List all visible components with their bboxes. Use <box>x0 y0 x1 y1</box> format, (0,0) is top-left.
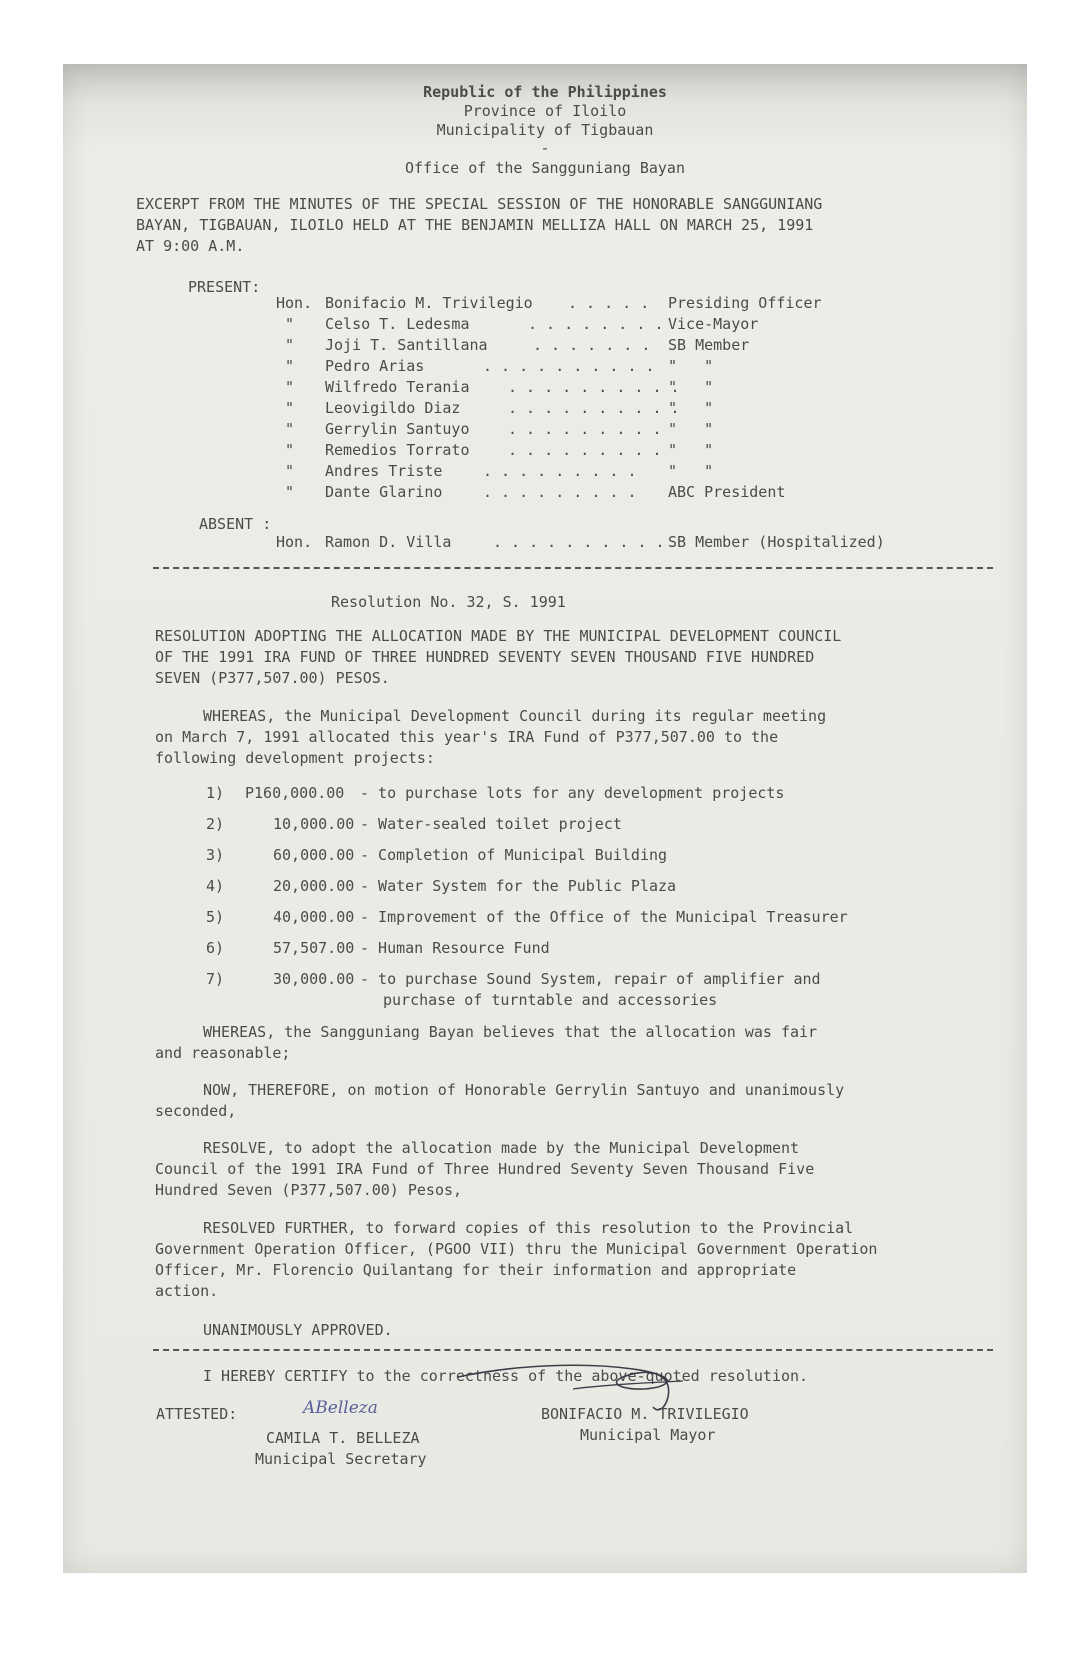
leader-dots: . . . . . . . . . <box>483 462 637 480</box>
resolved-further-line-2: Government Operation Officer, (PGOO VII) thru the Municipal Government Operation <box>155 1240 878 1258</box>
whereas-2-line-1: WHEREAS, the Sangguniang Bayan believes that the allocation was fair <box>203 1023 818 1041</box>
resolve-line-2: Council of the 1991 IRA Fund of Three Hundred Seventy Seven Thousand Five <box>155 1160 815 1178</box>
whereas-2-line-2: and reasonable; <box>155 1044 291 1062</box>
attendee-prefix: " <box>285 462 295 480</box>
leader-dots: . . . . . . . . . . <box>508 378 680 396</box>
leader-dots: . . . . . . . . . <box>508 441 662 459</box>
attendee-prefix: " <box>285 420 295 438</box>
secretary-name: CAMILA T. BELLEZA <box>266 1429 420 1447</box>
attendee-role: Presiding Officer <box>668 294 822 312</box>
attendee-prefix: " <box>285 336 295 354</box>
header-dash: - <box>540 139 550 157</box>
republic-line: Republic of the Philippines <box>423 83 667 101</box>
mayor-title: Municipal Mayor <box>580 1426 716 1444</box>
item-amount: 30,000.00 <box>273 970 355 988</box>
attendee-name: Dante Glarino <box>325 483 443 501</box>
leader-dots: . . . . . . . . . <box>483 483 637 501</box>
leader-dots: . . . . . . . . . <box>508 420 662 438</box>
resolved-further-line-1: RESOLVED FURTHER, to forward copies of this resolution to the Provincial <box>203 1219 854 1237</box>
leader-dots: . . . . . . . <box>533 336 651 354</box>
attendee-role: " " <box>668 462 714 480</box>
resolution-title-3: SEVEN (P377,507.00) PESOS. <box>155 669 390 687</box>
item-number: 7) <box>206 970 225 988</box>
attendee-prefix: " <box>285 399 295 417</box>
item-number: 6) <box>206 939 225 957</box>
item-amount: P160,000.00 <box>245 784 345 802</box>
item-amount: 40,000.00 <box>273 908 355 926</box>
attendee-name: Gerrylin Santuyo <box>325 420 470 438</box>
absent-label: ABSENT : <box>199 515 272 533</box>
item-description: - Completion of Municipal Building <box>360 846 668 864</box>
document-page <box>63 64 1027 1573</box>
item-amount: 60,000.00 <box>273 846 355 864</box>
excerpt-line-1: EXCERPT FROM THE MINUTES OF THE SPECIAL SESSION OF THE HONORABLE SANGGUNIANG <box>136 195 823 213</box>
attendee-prefix: " <box>285 315 295 333</box>
item-number: 4) <box>206 877 225 895</box>
whereas-1-line-2: on March 7, 1991 allocated this year's IRA Fund of P377,507.00 to the <box>155 728 779 746</box>
item-description: - to purchase lots for any development projects <box>360 784 785 802</box>
item-amount: 20,000.00 <box>273 877 355 895</box>
attendee-name: Pedro Arias <box>325 357 425 375</box>
attendee-role: " " <box>668 357 714 375</box>
excerpt-line-3: AT 9:00 A.M. <box>136 237 245 255</box>
resolution-title-2: OF THE 1991 IRA FUND OF THREE HUNDRED SEVENTY SEVEN THOUSAND FIVE HUNDRED <box>155 648 815 666</box>
attendee-role: " " <box>668 420 714 438</box>
present-label: PRESENT: <box>188 278 261 296</box>
attendee-name: Joji T. Santillana <box>325 336 488 354</box>
item-description: - Water-sealed toilet project <box>360 815 622 833</box>
attendee-name: Wilfredo Terania <box>325 378 470 396</box>
now-therefore-line-1: NOW, THEREFORE, on motion of Honorable Gerrylin Santuyo and unanimously <box>203 1081 845 1099</box>
attendee-prefix: " <box>285 441 295 459</box>
attendee-name: Bonifacio M. Trivilegio <box>325 294 533 312</box>
item-number: 3) <box>206 846 225 864</box>
resolve-line-3: Hundred Seven (P377,507.00) Pesos, <box>155 1181 463 1199</box>
certification-statement: I HEREBY CERTIFY to the correctness of the above-quoted resolution. <box>203 1367 809 1385</box>
attendee-prefix: Hon. <box>276 294 313 312</box>
absent-name: Ramon D. Villa <box>325 533 452 551</box>
excerpt-line-2: BAYAN, TIGBAUAN, ILOILO HELD AT THE BENJAMIN MELLIZA HALL ON MARCH 25, 1991 <box>136 216 814 234</box>
office-line: Office of the Sangguniang Bayan <box>405 159 685 177</box>
item-description-continued: purchase of turntable and accessories <box>383 991 718 1009</box>
attendee-name: Celso T. Ledesma <box>325 315 470 333</box>
leader-dots: . . . . . . . . . . <box>493 533 665 551</box>
resolved-further-line-3: Officer, Mr. Florencio Quilantang for their information and appropriate <box>155 1261 797 1279</box>
attendee-role: " " <box>668 378 714 396</box>
absent-role: SB Member (Hospitalized) <box>668 533 885 551</box>
leader-dots: . . . . . . . . . . <box>508 399 680 417</box>
attendee-role: SB Member <box>668 336 750 354</box>
leader-dots: . . . . . . . . <box>528 315 664 333</box>
leader-dots: . . . . . <box>568 294 650 312</box>
attendee-role: Vice-Mayor <box>668 315 759 333</box>
secretary-signature: ABelleza <box>303 1398 378 1418</box>
item-number: 1) <box>206 784 225 802</box>
whereas-1-line-1: WHEREAS, the Municipal Development Council during its regular meeting <box>203 707 827 725</box>
secretary-title: Municipal Secretary <box>255 1450 427 1468</box>
item-description: - to purchase Sound System, repair of amplifier and <box>360 970 821 988</box>
attendee-name: Remedios Torrato <box>325 441 470 459</box>
attendee-role: " " <box>668 441 714 459</box>
attendee-role: ABC President <box>668 483 786 501</box>
attendee-prefix: " <box>285 357 295 375</box>
unanimously-approved: UNANIMOUSLY APPROVED. <box>203 1321 393 1339</box>
item-amount: 57,507.00 <box>273 939 355 957</box>
attendee-name: Leovigildo Diaz <box>325 399 461 417</box>
attendee-role: " " <box>668 399 714 417</box>
resolved-further-line-4: action. <box>155 1282 219 1300</box>
attendee-prefix: " <box>285 378 295 396</box>
province-line: Province of Iloilo <box>463 102 627 120</box>
attested-label: ATTESTED: <box>156 1405 238 1423</box>
whereas-1-line-3: following development projects: <box>155 749 435 767</box>
leader-dots: . . . . . . . . . . <box>483 357 655 375</box>
mayor-name: BONIFACIO M. TRIVILEGIO <box>541 1405 749 1423</box>
resolution-title-1: RESOLUTION ADOPTING THE ALLOCATION MADE BY THE MUNICIPAL DEVELOPMENT COUNCIL <box>155 627 842 645</box>
item-description: - Human Resource Fund <box>360 939 550 957</box>
now-therefore-line-2: seconded, <box>155 1102 237 1120</box>
separator-dashes <box>153 567 993 569</box>
item-amount: 10,000.00 <box>273 815 355 833</box>
attendee-name: Andres Triste <box>325 462 443 480</box>
item-number: 2) <box>206 815 225 833</box>
item-description: - Water System for the Public Plaza <box>360 877 677 895</box>
item-description: - Improvement of the Office of the Municipal Treasurer <box>360 908 848 926</box>
municipality-line: Municipality of Tigbauan <box>436 121 654 139</box>
absent-prefix: Hon. <box>276 533 313 551</box>
resolution-number: Resolution No. 32, S. 1991 <box>331 593 566 611</box>
item-number: 5) <box>206 908 225 926</box>
resolve-line-1: RESOLVE, to adopt the allocation made by the Municipal Development <box>203 1139 800 1157</box>
attendee-prefix: " <box>285 483 295 501</box>
